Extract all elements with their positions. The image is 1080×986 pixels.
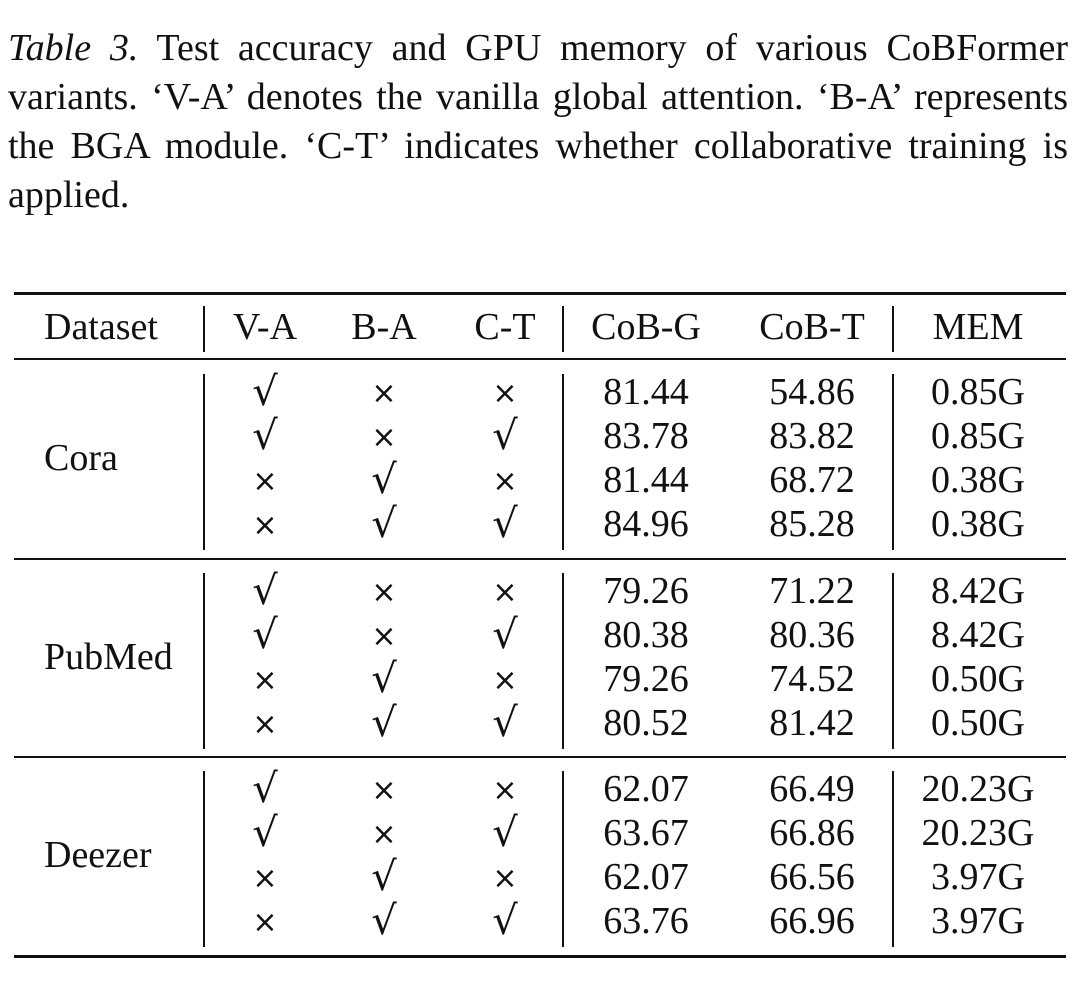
cell-cobg: 63.76 [603,900,689,942]
cell-mem: 0.50G [931,658,1025,700]
header-separator-3 [892,306,894,352]
check-mark-icon: √ [492,898,518,944]
cross-mark-icon: × [492,773,518,808]
group-rule-1 [14,558,1066,560]
column-header-mem: MEM [932,306,1024,348]
cell-mem: 3.97G [931,900,1025,942]
header-rule [14,358,1066,360]
caption-label: Table 3. [8,27,139,69]
group-deezer-separator-2 [562,771,564,947]
cell-cobt: 74.52 [769,658,855,700]
check-mark-icon: √ [492,810,518,856]
check-mark-icon: √ [252,568,278,614]
check-mark-icon: √ [371,501,397,547]
group-cora-separator-1 [203,374,205,550]
cell-cobg: 81.44 [603,459,689,501]
cell-cobg: 62.07 [603,768,689,810]
cell-mem: 0.85G [931,415,1025,457]
group-cora-separator-3 [892,374,894,550]
cell-mem: 3.97G [931,856,1025,898]
cell-cobg: 83.78 [603,415,689,457]
check-mark-icon: √ [371,656,397,702]
check-mark-icon: √ [492,612,518,658]
check-mark-icon: √ [492,501,518,547]
header-separator-1 [203,306,205,352]
cross-mark-icon: × [371,376,397,411]
group-pubmed-separator-1 [203,573,205,749]
cell-mem: 0.38G [931,503,1025,545]
check-mark-icon: √ [252,413,278,459]
column-header-ba: B-A [351,306,417,348]
cell-cobt: 66.49 [769,768,855,810]
cell-cobg: 62.07 [603,856,689,898]
check-mark-icon: √ [252,766,278,812]
check-mark-icon: √ [252,369,278,415]
cross-mark-icon: × [492,464,518,499]
cell-cobt: 81.42 [769,702,855,744]
cross-mark-icon: × [252,707,278,742]
cross-mark-icon: × [492,376,518,411]
cell-cobg: 81.44 [603,371,689,413]
check-mark-icon: √ [492,700,518,746]
cross-mark-icon: × [252,464,278,499]
cell-mem: 0.38G [931,459,1025,501]
cross-mark-icon: × [252,905,278,940]
check-mark-icon: √ [371,457,397,503]
cell-cobt: 80.36 [769,614,855,656]
cross-mark-icon: × [492,861,518,896]
check-mark-icon: √ [492,413,518,459]
cell-cobg: 79.26 [603,570,689,612]
caption-text: Test accuracy and GPU memory of various CoBFormer variants. ‘V-A’ denotes the vanilla global attention. ‘B-A’ represents the BGA module. ‘C-T’ indicates whether collaborative training is applied. [8,27,1068,216]
group-pubmed-separator-2 [562,573,564,749]
cell-cobt: 66.86 [769,812,855,854]
column-header-va: V-A [232,306,298,348]
check-mark-icon: √ [252,612,278,658]
cross-mark-icon: × [371,575,397,610]
group-rule-2 [14,756,1066,758]
cell-cobt: 83.82 [769,415,855,457]
check-mark-icon: √ [371,898,397,944]
cell-cobg: 84.96 [603,503,689,545]
table-caption [8,24,1068,220]
cell-cobg: 80.52 [603,702,689,744]
group-pubmed-separator-3 [892,573,894,749]
cell-cobt: 85.28 [769,503,855,545]
column-header-ct: C-T [474,306,536,348]
bottom-rule [14,955,1066,958]
cell-cobg: 80.38 [603,614,689,656]
cross-mark-icon: × [371,619,397,654]
column-header-cobg: CoB-G [591,306,701,348]
cell-mem: 8.42G [931,614,1025,656]
top-rule [14,292,1066,295]
cross-mark-icon: × [492,575,518,610]
group-deezer-separator-1 [203,771,205,947]
group-cora-separator-2 [562,374,564,550]
check-mark-icon: √ [252,810,278,856]
cell-mem: 8.42G [931,570,1025,612]
check-mark-icon: √ [371,700,397,746]
cross-mark-icon: × [252,508,278,543]
cell-cobg: 63.67 [603,812,689,854]
cross-mark-icon: × [371,817,397,852]
cross-mark-icon: × [371,420,397,455]
header-separator-2 [562,306,564,352]
cross-mark-icon: × [252,663,278,698]
dataset-label-cora: Cora [44,437,118,479]
cell-cobt: 66.96 [769,900,855,942]
group-deezer-separator-3 [892,771,894,947]
dataset-label-pubmed: PubMed [44,636,173,678]
column-header-cobt: CoB-T [759,306,865,348]
cell-mem: 20.23G [921,812,1035,854]
cell-mem: 20.23G [921,768,1035,810]
cell-cobg: 79.26 [603,658,689,700]
cross-mark-icon: × [252,861,278,896]
cell-cobt: 68.72 [769,459,855,501]
dataset-label-deezer: Deezer [44,834,152,876]
cell-cobt: 66.56 [769,856,855,898]
cell-cobt: 71.22 [769,570,855,612]
cell-cobt: 54.86 [769,371,855,413]
cell-mem: 0.50G [931,702,1025,744]
cross-mark-icon: × [492,663,518,698]
column-header-dataset: Dataset [44,306,158,348]
check-mark-icon: √ [371,854,397,900]
cell-mem: 0.85G [931,371,1025,413]
cross-mark-icon: × [371,773,397,808]
